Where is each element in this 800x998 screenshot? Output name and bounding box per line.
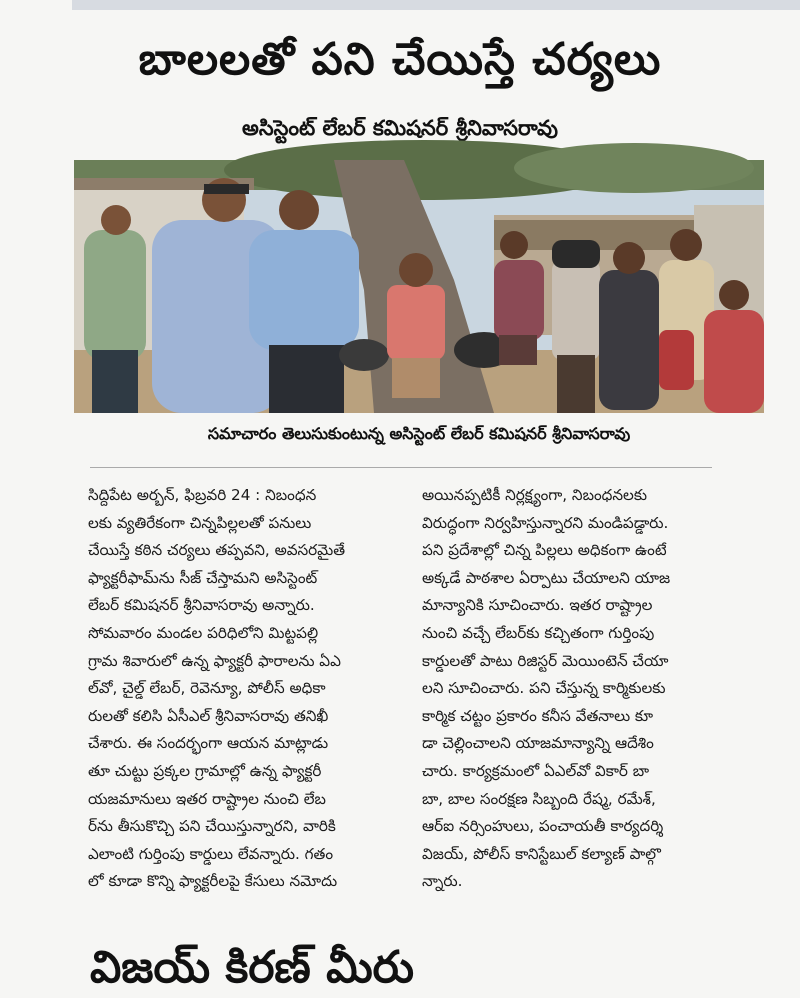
body-line: న్నారు. (422, 872, 463, 891)
body-line: బా, బాల సంరక్షణ సిబ్బంది రేష్మ, రమేశ్, (422, 789, 656, 808)
body-line: లకు వ్యతిరేకంగా చిన్నపిల్లలతో పనులు (88, 513, 312, 532)
photo-illustration (74, 160, 764, 413)
next-headline-text: విజయ్ కిరణ్ మీరు (90, 942, 414, 993)
body-line: పని ప్రదేశాల్లో చిన్న పిల్లలు అధికంగా ఉంటే (422, 541, 667, 560)
article-photo (74, 160, 764, 413)
body-line: లేబర్ కమిషనర్ శ్రీనివాసరావు అన్నారు. (88, 596, 315, 615)
body-line: చారు. కార్యక్రమంలో ఏఎల్‌వో వికార్ బా (422, 761, 649, 780)
body-line: డా చెల్లించాలని యాజమాన్యాన్ని ఆదేశిం (422, 734, 654, 753)
previous-article-bar (72, 0, 800, 10)
divider (90, 467, 712, 468)
body-line: యజమానులు ఇతర రాష్ట్రాల నుంచి లేబ (88, 789, 326, 808)
next-article-headline-fragment (90, 942, 790, 993)
body-line: ర్‌ను తీసుకొచ్చి పని చేయిస్తున్నారని, వారికి (88, 817, 336, 836)
body-line: రులతో కలిసి ఏసీఎల్ శ్రీనివాసరావు తనిఖీ (88, 706, 329, 725)
body-line: ల్‌వో, చైల్డ్ లేబర్, రెవెన్యూ, పోలీస్ అధికా (88, 679, 326, 698)
body-line: ఎలాంటి గుర్తింపు కార్డులు లేవన్నారు. గతం (88, 844, 334, 863)
photo-caption: సమాచారం తెలుసుకుంటున్న అసిస్టెంట్ లేబర్ కమిషనర్ శ్రీనివాసరావు (207, 424, 631, 443)
body-line: లో కూడా కొన్ని ఫ్యాక్టరీలపై కేసులు నమోదు (88, 872, 338, 891)
body-line: తూ చుట్టు ప్రక్కల గ్రామాల్లో ఉన్న ఫ్యాక్టరీ (88, 761, 322, 780)
body-line: చేయిస్తే కఠిన చర్యలు తప్పవని, అవసరమైతే (88, 541, 346, 560)
body-line: లని సూచించారు. పని చేస్తున్న కార్మికులకు (422, 679, 666, 698)
body-line: కార్మిక చట్టం ప్రకారం కనీస వేతనాలు కూ (422, 706, 653, 725)
body-line: మాన్యానికి సూచించారు. ఇతర రాష్ట్రాల (422, 596, 653, 615)
article-body-right-column (422, 482, 767, 896)
body-line: సిద్దిపేట అర్బన్, ఫిబ్రవరి 24 : నిబంధన (88, 486, 317, 504)
body-line: గ్రామ శివారులో ఉన్న ఫ్యాక్టరీ ఫారాలను ఏఎ (88, 651, 341, 670)
article-subheadline: అసిస్టెంట్ లేబర్ కమిషనర్ శ్రీనివాసరావు (242, 116, 558, 140)
body-line: సోమవారం మండల పరిధిలోని మిట్టపల్లి (88, 623, 319, 642)
article-body-left-column (88, 482, 418, 896)
body-line: ఫ్యాక్టరీఫామ్‌ను సీజ్ చేస్తామని అసిస్టెంట్ (88, 568, 318, 587)
body-line: విరుద్ధంగా నిర్వహిస్తున్నారని మండిపడ్డారు. (422, 513, 669, 532)
body-line: ఆర్‌ఐ నర్సింహులు, పంచాయతీ కార్యదర్శి (422, 817, 664, 836)
body-line: చేశారు. ఈ సందర్భంగా ఆయన మాట్లాడు (88, 734, 329, 753)
body-line: అక్కడే పాఠశాల ఏర్పాటు చేయాలని యాజ (422, 568, 671, 587)
body-line: అయినప్పటికీ నిర్లక్ష్యంగా, నిబంధనలకు (422, 486, 648, 504)
body-line: కార్డులతో పాటు రిజిస్టర్ మెయింటెన్ చేయా (422, 651, 669, 670)
article-headline: బాలలతో పని చేయిస్తే చర్యలు (138, 34, 662, 85)
body-line: నుంచి వచ్చే లేబర్‌కు కచ్చితంగా గుర్తింపు (422, 623, 655, 642)
body-line: విజయ్, పోలీస్ కానిస్టేబుల్ కల్యాణ్ పాల్గొ (422, 844, 661, 863)
